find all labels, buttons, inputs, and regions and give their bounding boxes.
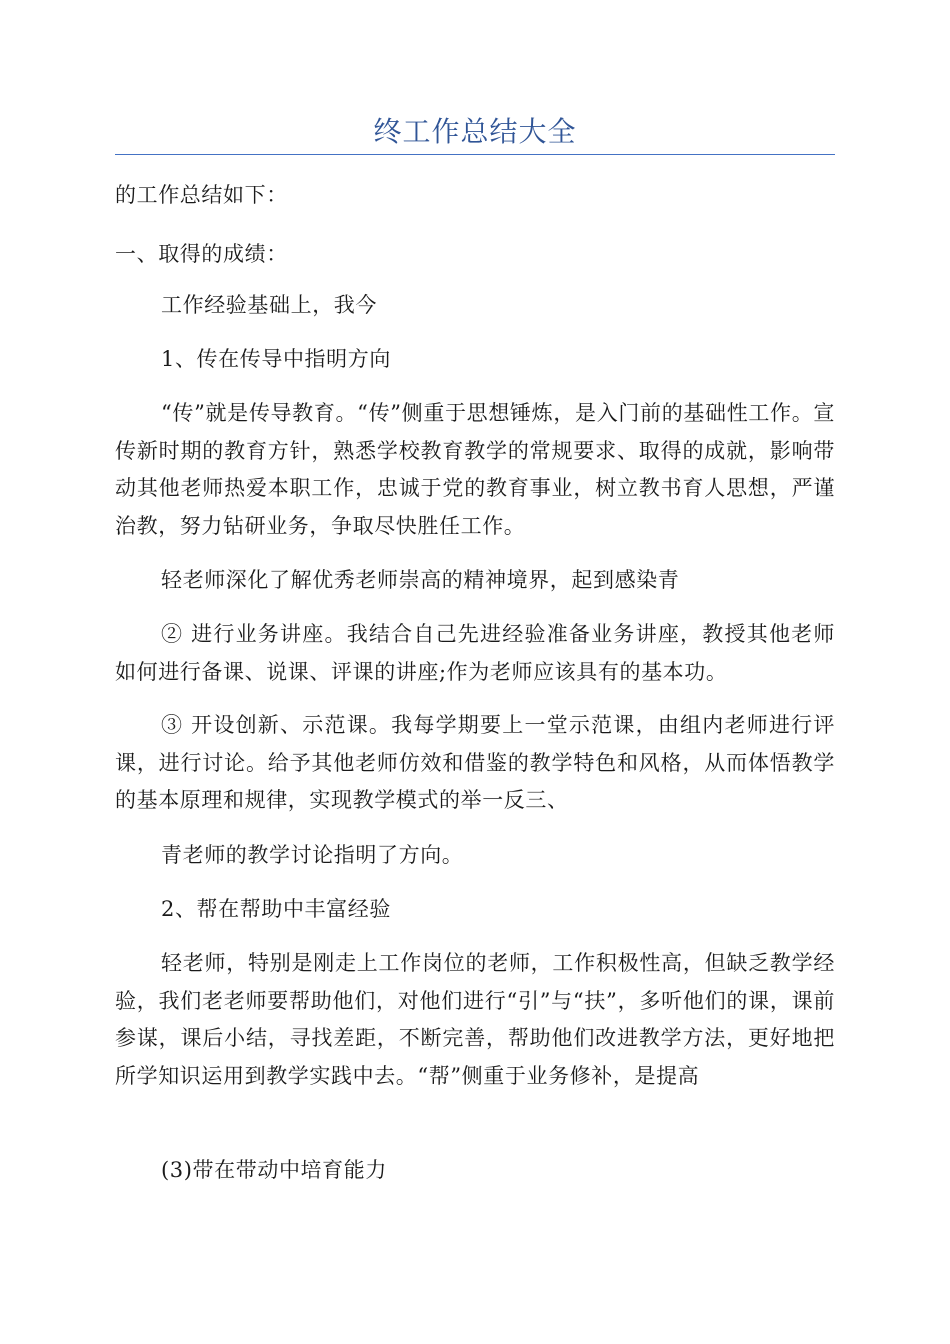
paragraph-demo-class: ③ 开设创新、示范课。我每学期要上一堂示范课，由组内老师进行评课，进行讨论。给予其他老师仿效和借鉴的教学特色和风格，从而体悟教学的基本原理和规律，实现教学模式的举一反三、 bbox=[115, 713, 835, 812]
paragraph-experience: 工作经验基础上，我今 bbox=[161, 293, 377, 317]
paragraph-help-body: 轻老师，特别是刚走上工作岗位的老师，工作积极性高，但缺乏教学经验，我们老老师要帮助他们，对他们进行“引”与“扶”，多听他们的课，课前参谋，课后小结，寻找差距，不断完善，帮助他们改进教学方法，更好地把所学知识运用到教学实践中去。“帮”侧重于业务修补，是提高 bbox=[115, 951, 835, 1088]
document-title: 终工作总结大全 bbox=[373, 115, 577, 148]
subheading-lead: (3)带在带动中培育能力 bbox=[161, 1158, 387, 1182]
title-underline bbox=[115, 154, 835, 155]
paragraph-lecture: ② 进行业务讲座。我结合自己先进经验准备业务讲座，教授其他老师如何进行备课、说课、评课的讲座;作为老师应该具有的基本功。 bbox=[115, 622, 835, 684]
paragraph-direction: 青老师的教学讨论指明了方向。 bbox=[161, 843, 464, 867]
paragraph-inspire: 轻老师深化了解优秀老师崇高的精神境界，起到感染青 bbox=[161, 568, 680, 592]
subheading-guidance: 1、传在传导中指明方向 bbox=[161, 347, 391, 371]
section-heading-achievements: 一、取得的成绩： bbox=[115, 242, 288, 266]
paragraph-guidance-body: “传”就是传导教育。“传”侧重于思想锤炼，是入门前的基础性工作。宣传新时期的教育方针，熟悉学校教育教学的常规要求、取得的成就，影响带动其他老师热爱本职工作，忠诚于党的教育事业，树立教书育人思想，严谨治教，努力钻研业务，争取尽快胜任工作。 bbox=[115, 401, 835, 538]
paragraph-intro: 的工作总结如下： bbox=[115, 183, 288, 207]
subheading-help: 2、帮在帮助中丰富经验 bbox=[161, 897, 391, 921]
